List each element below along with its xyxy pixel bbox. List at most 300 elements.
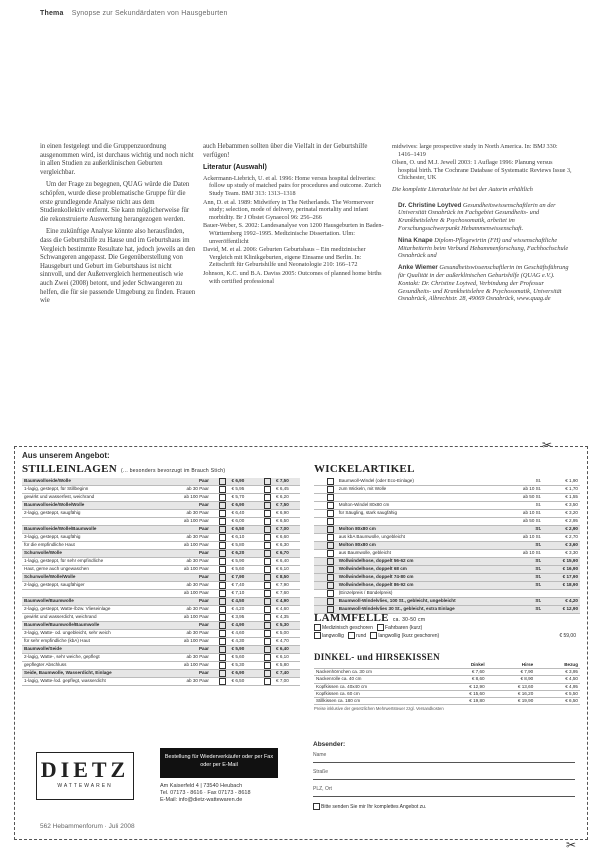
item-label: 2-lagig, gesteppt, saugfähig bbox=[22, 510, 166, 518]
price: € 4,90 bbox=[274, 598, 300, 606]
pack-size: Paar bbox=[166, 550, 211, 558]
sender-section bbox=[313, 741, 575, 810]
checkbox[interactable] bbox=[219, 558, 226, 565]
price: € 6,40 bbox=[274, 558, 300, 566]
checkbox[interactable] bbox=[264, 638, 271, 645]
order-row bbox=[22, 550, 300, 558]
literature-heading: Literatur (Auswahl) bbox=[203, 164, 267, 172]
price: € 2,95 bbox=[543, 518, 580, 526]
item-label: 2-lagig, gesteppt, saugfähiger bbox=[22, 582, 166, 590]
checkbox[interactable] bbox=[314, 624, 321, 631]
order-row bbox=[22, 502, 300, 510]
city-field[interactable] bbox=[313, 796, 575, 797]
pack-size: ab 30 Paar bbox=[166, 534, 211, 542]
price: € 5,70 bbox=[229, 494, 255, 502]
item-label: Baumwollseide/Wolle bbox=[22, 478, 166, 486]
order-row bbox=[22, 646, 300, 654]
checkbox[interactable] bbox=[264, 534, 271, 541]
order-row bbox=[22, 574, 300, 582]
order-row bbox=[22, 638, 300, 646]
price: € 8,50 bbox=[274, 574, 300, 582]
checkbox[interactable] bbox=[264, 630, 271, 637]
dinkel-row bbox=[314, 690, 580, 697]
pack-size: ab 100 Paar bbox=[166, 638, 211, 646]
lammfelle-block bbox=[314, 612, 580, 640]
street-field[interactable] bbox=[313, 779, 575, 780]
pack-size: ab 30 Paar bbox=[166, 582, 211, 590]
item-label: 2-lagig, Watte-, sehr weiche, gepflegt bbox=[22, 654, 166, 662]
street-field-label: Straße bbox=[313, 769, 329, 775]
order-row bbox=[314, 598, 580, 606]
item-label: Wollwindelhose, doppelt 74-80 cm bbox=[337, 574, 501, 582]
scissors-icon: ✂ bbox=[542, 438, 553, 452]
checkbox[interactable] bbox=[348, 632, 355, 639]
author-name: Nina Knape bbox=[398, 236, 433, 244]
price: € 5,30 bbox=[274, 622, 300, 630]
price: € 1,55 bbox=[543, 494, 580, 502]
checkbox[interactable] bbox=[327, 502, 334, 509]
order-row bbox=[22, 678, 300, 686]
item-label: Seide, Baumwolle, Wasserdicht, Einlage bbox=[22, 670, 166, 678]
pack-size: ab 10 St. bbox=[501, 550, 544, 558]
checkbox[interactable] bbox=[327, 598, 334, 605]
price: € 6,20 bbox=[274, 494, 300, 502]
price: € 8,90 bbox=[487, 676, 536, 683]
lammfell-price: € 59,00 bbox=[559, 633, 576, 639]
price-note: Preise inklusive der gesetzlichen Mehrwertsteuer zzgl. Versandkosten bbox=[314, 706, 444, 712]
pack-size bbox=[501, 590, 544, 598]
pack-size: Paar bbox=[166, 646, 211, 654]
item-label: für die empfindliche Haut bbox=[22, 542, 166, 550]
literature-item: midwives: large prospective study in North America. In: BMJ 330: 1416–1419 bbox=[392, 143, 558, 158]
checkbox[interactable] bbox=[264, 478, 271, 485]
price: € 5,80 bbox=[274, 662, 300, 670]
checkbox[interactable] bbox=[219, 582, 226, 589]
checkbox[interactable] bbox=[264, 662, 271, 669]
price: € 6,90 bbox=[229, 502, 255, 510]
checkbox[interactable] bbox=[313, 803, 320, 810]
checkbox[interactable] bbox=[327, 526, 334, 533]
order-row bbox=[314, 478, 580, 486]
checkbox[interactable] bbox=[219, 510, 226, 517]
item-label: gewirkt und wasserdicht, weichrand bbox=[22, 614, 166, 622]
price: € 4,95 bbox=[535, 683, 580, 690]
price: € 6,50 bbox=[229, 526, 255, 534]
item-label: 2-lagig, gesteppt, Watte-/bzw. Vlieseinlage bbox=[22, 606, 166, 614]
checkbox[interactable] bbox=[264, 678, 271, 685]
pack-size: St. bbox=[501, 598, 544, 606]
price: € 6,50 bbox=[229, 678, 255, 686]
author-name: Anke Wiemer bbox=[398, 264, 438, 272]
author-bio: Nina Knape Diplom-Pflegewirtin (FH) und wissenschaftliche Mitarbeiterin beim Verbund Hebammenforschung, Fachhochschule Osnabrück und bbox=[398, 236, 569, 260]
checkbox[interactable] bbox=[327, 566, 334, 573]
order-row bbox=[314, 550, 580, 558]
item-label: Baumwoll-Windelvlies 30 St., gebleicht, extra Einlage bbox=[337, 606, 501, 614]
checkbox[interactable] bbox=[264, 486, 271, 493]
price: € 7,60 bbox=[274, 590, 300, 598]
item-label: gepflegter Abschluss bbox=[22, 662, 166, 670]
checkbox[interactable] bbox=[219, 598, 226, 605]
item-label bbox=[337, 518, 501, 526]
scissors-icon: ✂ bbox=[566, 838, 577, 852]
wickelartikel-table bbox=[314, 478, 580, 614]
order-row bbox=[22, 558, 300, 566]
literature-item: David, M. et al. 2006: Geburten Geburtshaus – Ein medizinischer Vergleich mit Klinikgeburten, eigene Einsame und Berlin. In: Zeitschrift für Geburtshilfe und Neonatologie 210: 166–172 bbox=[203, 246, 366, 269]
checkbox[interactable] bbox=[327, 542, 334, 549]
price: € 4,90 bbox=[229, 622, 255, 630]
price: € 5,90 bbox=[229, 558, 255, 566]
checkbox[interactable] bbox=[327, 590, 334, 597]
price: € 2,90 bbox=[543, 526, 580, 534]
order-row bbox=[314, 494, 580, 502]
checkbox[interactable] bbox=[264, 646, 271, 653]
checkbox[interactable] bbox=[327, 510, 334, 517]
item-label: Molton 80x80 cm bbox=[337, 542, 501, 550]
checkbox[interactable] bbox=[219, 630, 226, 637]
checkbox[interactable] bbox=[219, 502, 226, 509]
checkbox[interactable] bbox=[264, 510, 271, 517]
price: € 17,90 bbox=[543, 574, 580, 582]
pack-size: ab 30 Paar bbox=[166, 486, 211, 494]
checkbox[interactable] bbox=[264, 494, 271, 501]
checkbox[interactable] bbox=[264, 566, 271, 573]
item-label: Baumwolle/Seide bbox=[22, 646, 166, 654]
price: € 6,30 bbox=[274, 542, 300, 550]
price: € 16,20 bbox=[487, 690, 536, 697]
price: € 5,90 bbox=[229, 646, 255, 654]
order-row bbox=[314, 526, 580, 534]
price: € 5,00 bbox=[274, 630, 300, 638]
price: € 3,60 bbox=[543, 542, 580, 550]
order-row bbox=[314, 518, 580, 526]
price: € 4,70 bbox=[274, 638, 300, 646]
checkbox[interactable] bbox=[377, 624, 384, 631]
author-bio: Anke Wiemer Gesundheitswissenschaftlerin im Geschäftsführung für Qualität in der außerklinischen Geburtshilfe (QUAG e.V.). Kontakt: Dr. Christine Loytved, Verbindung der Professur Gesundheits- und Krankheitslehre & Psychosomatik, Universität Osnabrück, Albrechtstr. 28, 49069 Osnabrück, www.quag.de bbox=[398, 264, 569, 303]
pack-size: St. bbox=[501, 542, 544, 550]
checkbox[interactable] bbox=[219, 670, 226, 677]
item-label: Baumwoll-Windelvlies, 100 St., gebleicht, ungebleicht bbox=[337, 598, 501, 606]
price: € 5,60 bbox=[229, 566, 255, 574]
section-heading-lammfelle: LAMMFELLE ca. 30-50 cm bbox=[314, 612, 426, 624]
pack-size: ab 30 Paar bbox=[166, 654, 211, 662]
price: € 3,50 bbox=[543, 502, 580, 510]
price: € 12,90 bbox=[543, 606, 580, 614]
item-label: Molton 80x80 cm bbox=[337, 526, 501, 534]
pack-size: St. bbox=[501, 574, 544, 582]
order-row bbox=[22, 630, 300, 638]
column-header: Hirse bbox=[487, 662, 536, 669]
checkbox[interactable] bbox=[219, 486, 226, 493]
order-row bbox=[314, 582, 580, 590]
price: € 6,70 bbox=[274, 550, 300, 558]
lammfell-option[interactable]: rund bbox=[348, 633, 366, 639]
checkbox[interactable] bbox=[264, 542, 271, 549]
lammfell-option[interactable]: Medizinisch geschoren bbox=[314, 625, 373, 631]
checkbox[interactable] bbox=[327, 582, 334, 589]
price: € 6,10 bbox=[229, 534, 255, 542]
pack-size: Paar bbox=[166, 622, 211, 630]
order-row bbox=[314, 534, 580, 542]
checkbox[interactable] bbox=[219, 526, 226, 533]
checkbox[interactable] bbox=[327, 574, 334, 581]
item-label bbox=[22, 590, 166, 598]
item-label: Wollwindelhose, doppelt 86-92 cm bbox=[337, 582, 501, 590]
checkbox[interactable] bbox=[219, 654, 226, 661]
pack-size: ab 30 Paar bbox=[166, 678, 211, 686]
order-row bbox=[22, 494, 300, 502]
price: € 4,50 bbox=[535, 676, 580, 683]
price: € 7,50 bbox=[274, 502, 300, 510]
literature-item: Johnson, K.C. und B.A. Daviss 2005: Outcomes of planned home births with certified professional bbox=[203, 269, 382, 285]
pack-size: ab 100 Paar bbox=[166, 542, 211, 550]
checkbox[interactable] bbox=[264, 606, 271, 613]
item-label: aus kbA Baumwolle, ungebleicht bbox=[337, 534, 501, 542]
price: € 7,40 bbox=[274, 670, 300, 678]
order-row bbox=[22, 542, 300, 550]
running-title: Synopse zur Sekundärdaten von Hausgeburten bbox=[71, 10, 228, 17]
price: € 7,00 bbox=[274, 526, 300, 534]
price: € 7,90 bbox=[487, 669, 536, 676]
price: € 7,50 bbox=[274, 478, 300, 486]
item-label: Molton-Windel 80x80 cm bbox=[337, 502, 501, 510]
literature-item: Ackermann-Liebrich, U. et al. 1996: Home versus hospital deliveries: follow up study of matched pairs for procedures and outcome. Zurich Study Team. BMJ 313: 1313–1318 bbox=[203, 174, 381, 197]
order-row bbox=[22, 598, 300, 606]
checkbox[interactable] bbox=[219, 662, 226, 669]
order-row bbox=[22, 510, 300, 518]
item-label: Schurwolle/Wolle bbox=[22, 550, 166, 558]
price: € 12,90 bbox=[438, 683, 487, 690]
item-label: Baumwollseide/Wolle/Wolle bbox=[22, 502, 166, 510]
checkbox[interactable] bbox=[219, 494, 226, 501]
price: € 5,80 bbox=[229, 542, 255, 550]
checkbox[interactable] bbox=[219, 638, 226, 645]
checkbox[interactable] bbox=[327, 494, 334, 501]
checkbox[interactable] bbox=[264, 670, 271, 677]
checkbox[interactable] bbox=[219, 622, 226, 629]
pack-size: ab 30 Paar bbox=[166, 606, 211, 614]
order-row bbox=[314, 502, 580, 510]
price: € 7,00 bbox=[274, 678, 300, 686]
order-row bbox=[22, 478, 300, 486]
price: € 3,95 bbox=[535, 669, 580, 676]
order-row bbox=[22, 526, 300, 534]
price: € 6,90 bbox=[274, 510, 300, 518]
checkbox[interactable] bbox=[264, 614, 271, 621]
pack-size: ab 50 St. bbox=[501, 518, 544, 526]
pack-size: Paar bbox=[166, 598, 211, 606]
pack-size: ab 100 Paar bbox=[166, 566, 211, 574]
checkbox[interactable] bbox=[219, 646, 226, 653]
checkbox[interactable] bbox=[264, 582, 271, 589]
checkbox[interactable] bbox=[219, 606, 226, 613]
article-column-2 bbox=[203, 143, 385, 433]
checkbox[interactable] bbox=[264, 574, 271, 581]
item-label: 3-lagig, Watte- od. ungebleicht, sehr weich bbox=[22, 630, 166, 638]
order-title: Aus unserem Angebot: bbox=[22, 451, 110, 460]
checkbox[interactable] bbox=[264, 502, 271, 509]
pack-size: ab 100 Paar bbox=[166, 662, 211, 670]
checkbox[interactable] bbox=[327, 550, 334, 557]
checkbox[interactable] bbox=[264, 550, 271, 557]
order-row bbox=[314, 574, 580, 582]
checkbox[interactable] bbox=[219, 534, 226, 541]
item-label: Nackenhörnchen ca. 30 cm bbox=[314, 669, 438, 676]
section-heading-stilleinlagen: STILLEINLAGEN (... besonders bevorzugt im Brauch Stich) bbox=[22, 463, 226, 475]
dinkel-row bbox=[314, 676, 580, 683]
price: € 3,20 bbox=[543, 510, 580, 518]
promo-banner: Bestellung für Wiederverkäufer oder per Fax oder per E-Mail bbox=[160, 748, 278, 778]
lammfell-option[interactable]: langwollig bbox=[314, 633, 344, 639]
pack-size: Paar bbox=[166, 502, 211, 510]
item-label: Baumwollseide/Wolle/Baumwolle bbox=[22, 526, 166, 534]
checkbox[interactable] bbox=[219, 550, 226, 557]
logo-subtitle: WATTEWAREN bbox=[57, 783, 113, 789]
price: € 1,90 bbox=[543, 478, 580, 486]
order-row bbox=[314, 510, 580, 518]
lammfell-option[interactable]: Fahrbaren (kurz) bbox=[377, 625, 422, 631]
price: € 4,20 bbox=[543, 598, 580, 606]
checkbox[interactable] bbox=[219, 566, 226, 573]
price: € 6,10 bbox=[274, 654, 300, 662]
name-field-label: Name bbox=[313, 752, 327, 758]
checkbox[interactable] bbox=[327, 518, 334, 525]
item-label: zum Wickeln, mit Wolle bbox=[337, 486, 501, 494]
order-row bbox=[314, 542, 580, 550]
dinkel-row bbox=[314, 669, 580, 676]
paragraph: Eine zukünftige Analyse könnte also herausfinden, dass die Geburtshilfe zu Hause und im Geburtshaus im Vergleich bestimmte Resultate hat, jedoch jeweils an den Schwangeren angepasst. Die Gegenüberstellung von Hausgeburt und Geburt im Geburtshaus ist nicht sinnvoll, und der Außenvergleich hermeneutisch wie auch Zwei (2008) betont, und jeder Schwangeren zu helfen, die für sie passende Umgebung zu finden. Frauen wie bbox=[40, 228, 196, 305]
dinkel-block bbox=[314, 652, 580, 711]
page-footer: 562 Hebammenforum · Juli 2008 bbox=[40, 823, 135, 830]
order-row bbox=[22, 566, 300, 574]
item-label: 1-lagig, gesteppt, für Stillbeginn bbox=[22, 486, 166, 494]
pack-size: ab 50 St. bbox=[501, 494, 544, 502]
checkbox[interactable] bbox=[327, 478, 334, 485]
item-label: Schurwolle/Wolle/Wolle bbox=[22, 574, 166, 582]
price: € 19,90 bbox=[487, 698, 536, 705]
order-row bbox=[314, 486, 580, 494]
checkbox[interactable] bbox=[327, 558, 334, 565]
checkbox[interactable] bbox=[370, 632, 377, 639]
price: € 7,10 bbox=[229, 590, 255, 598]
checkbox[interactable] bbox=[219, 590, 226, 597]
literature-item: Bauer-Weber, S. 2002: Landesanalyse von 1200 Hausgeburten in Baden-Württemberg 1992–1995. Medizinische Dissertation. Ulm: unveröffentlicht bbox=[203, 222, 384, 245]
pack-size: St. bbox=[501, 558, 544, 566]
checkbox[interactable] bbox=[264, 526, 271, 533]
logo-word: DIETZ bbox=[40, 757, 130, 782]
checkbox[interactable] bbox=[327, 486, 334, 493]
checkbox[interactable] bbox=[314, 632, 321, 639]
price: € 4,20 bbox=[229, 606, 255, 614]
pack-size: Paar bbox=[166, 526, 211, 534]
price: € 7,60 bbox=[438, 669, 487, 676]
pack-size: St. bbox=[501, 582, 544, 590]
pack-size: ab 100 Paar bbox=[166, 590, 211, 598]
literature-item: Ann, D. et al. 1989: Midwifery in The Netherlands. The Wormerveer study; selection, mode of delivery, perinatal mortality and infant morbidity. Br J Obstet Gynaecol 96: 256–266 bbox=[203, 198, 374, 221]
item-label: Kopfkissen ca. 60 cm bbox=[314, 690, 438, 697]
paragraph: Um der Frage zu begegnen, QUAG würde die Daten schöpfen, wurde diese problematische Gruppe für die erste grundlegende Analyse nicht aus dem Studienkollektiv entfernt. Sie kann möglicherweise für die rekonstruierte Auswertung herangezogen werden. bbox=[40, 181, 190, 223]
price: € 7,40 bbox=[229, 582, 255, 590]
price: € 5,60 bbox=[229, 654, 255, 662]
pack-size: ab 100 Paar bbox=[166, 614, 211, 622]
order-row bbox=[22, 518, 300, 526]
price: € 4,35 bbox=[274, 614, 300, 622]
catalog-request[interactable]: Bitte senden Sie mir Ihr komplettes Angebot zu. bbox=[313, 803, 575, 810]
dietz-logo bbox=[36, 752, 134, 800]
running-head bbox=[40, 10, 228, 17]
pack-size: ab 10 St. bbox=[501, 486, 544, 494]
column-header: Bezug bbox=[535, 662, 580, 669]
price: € 7,90 bbox=[229, 574, 255, 582]
price: € 1,70 bbox=[543, 486, 580, 494]
pack-size: Paar bbox=[166, 574, 211, 582]
order-row bbox=[22, 534, 300, 542]
price: € 6,40 bbox=[274, 646, 300, 654]
price: € 6,10 bbox=[274, 566, 300, 574]
price: € 5,30 bbox=[229, 662, 255, 670]
dinkel-row bbox=[314, 698, 580, 705]
pack-size: ab 100 Paar bbox=[166, 518, 211, 526]
checkbox[interactable] bbox=[219, 614, 226, 621]
order-row bbox=[22, 654, 300, 662]
price: € 6,45 bbox=[274, 486, 300, 494]
checkbox[interactable] bbox=[264, 518, 271, 525]
pack-size: St. bbox=[501, 478, 544, 486]
item-label: Stillkissen ca. 180 cm bbox=[314, 698, 438, 705]
item-label: gewirkt und wasserfest, weichrand bbox=[22, 494, 166, 502]
price: € 6,00 bbox=[229, 518, 255, 526]
checkbox[interactable] bbox=[219, 478, 226, 485]
order-row bbox=[22, 606, 300, 614]
checkbox[interactable] bbox=[264, 654, 271, 661]
checkbox[interactable] bbox=[264, 590, 271, 597]
checkbox[interactable] bbox=[219, 678, 226, 685]
checkbox[interactable] bbox=[327, 534, 334, 541]
item-label: (Einzelpreis / Bündelpreis) bbox=[337, 590, 501, 598]
checkbox[interactable] bbox=[219, 542, 226, 549]
item-label: Wollwindelhose, doppelt 56-62 cm bbox=[337, 558, 501, 566]
lammfell-option[interactable]: langwollig (kurz geschoren) bbox=[370, 633, 439, 639]
price: € 4,60 bbox=[274, 606, 300, 614]
name-field[interactable] bbox=[313, 762, 575, 763]
checkbox[interactable] bbox=[264, 558, 271, 565]
price: € 3,30 bbox=[543, 550, 580, 558]
section-label: Thema bbox=[40, 10, 64, 17]
checkbox[interactable] bbox=[219, 574, 226, 581]
checkbox[interactable] bbox=[219, 518, 226, 525]
item-label: 1-lagig, gesteppt, für sehr empfindliche bbox=[22, 558, 166, 566]
author-name: Dr. Christine Loytved bbox=[398, 201, 462, 209]
order-row bbox=[314, 590, 580, 598]
order-row bbox=[314, 566, 580, 574]
pack-size: ab 100 Paar bbox=[166, 494, 211, 502]
pack-size: ab 10 St. bbox=[501, 534, 544, 542]
pack-size: ab 30 Paar bbox=[166, 558, 211, 566]
article-column-3 bbox=[392, 143, 572, 443]
price: € 6,90 bbox=[229, 478, 255, 486]
order-row bbox=[22, 590, 300, 598]
order-row bbox=[22, 614, 300, 622]
paragraph: in einen festgelegt und die Gruppenzuordnung ausgenommen wird, ist durchaus wichtig und noch nicht in allen Studien zu außerklinischen Geburten vergleichbar. bbox=[40, 143, 194, 176]
item-label bbox=[337, 494, 501, 502]
pack-size: ab 10 St. bbox=[501, 510, 544, 518]
price: € 6,50 bbox=[535, 698, 580, 705]
checkbox[interactable] bbox=[264, 598, 271, 605]
item-label: 1-lagig, Watte-/od. gepflegt, wasserdicht bbox=[22, 678, 166, 686]
author-bio: Dr. Christine Loytved Gesundheitswissenschaftlerin an der Universität Osnabrück im Fachgebiet Gesundheits- und Krankheitslehre & Psychosomatik, arbeitet im Forschungsschwerpunkt Hebammenwissenschaft. bbox=[398, 201, 556, 232]
item-label: Baumwoll-Windel (oder Eco-Einlage) bbox=[337, 478, 501, 486]
stilleinlagen-table bbox=[22, 478, 300, 686]
checkbox[interactable] bbox=[264, 622, 271, 629]
